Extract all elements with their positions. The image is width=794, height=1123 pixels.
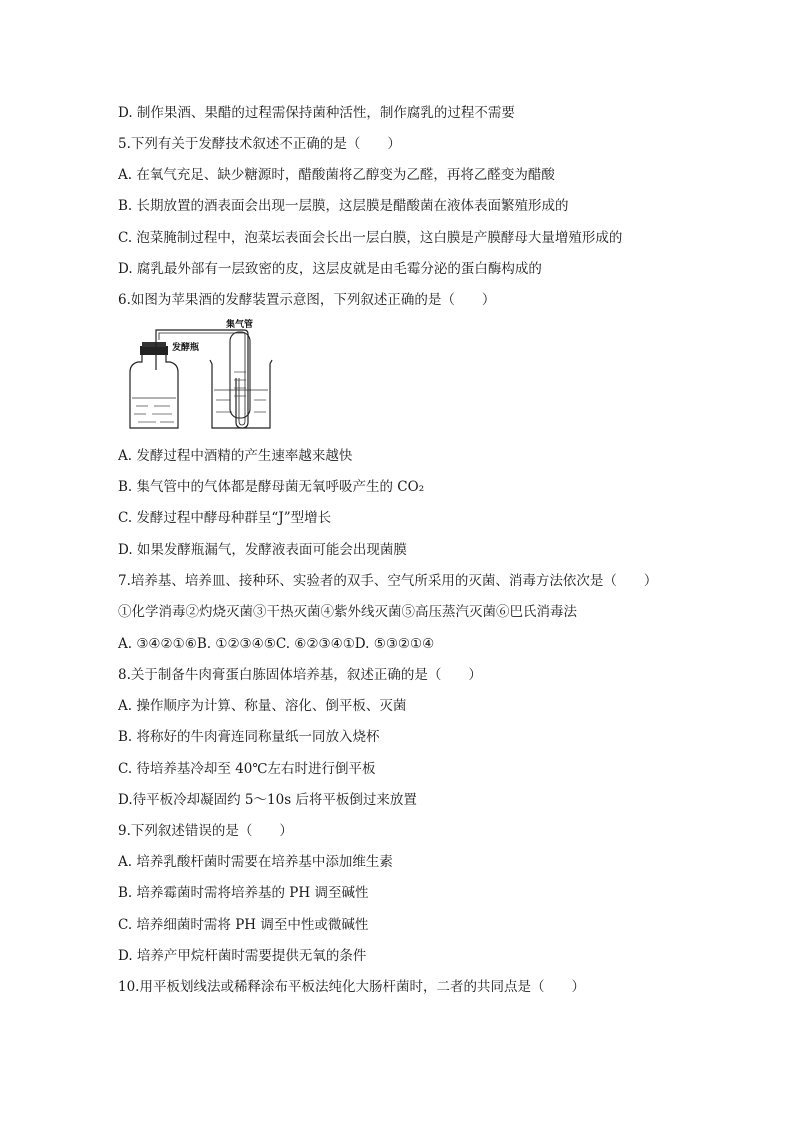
bottle-label: 发酵瓶 <box>172 343 200 353</box>
question-6-option-d: D. 如果发酵瓶漏气，发酵液表面可能会出现菌膜 <box>118 542 407 558</box>
question-6: 6.如图为苹果酒的发酵装置示意图，下列叙述正确的是（ ） <box>118 292 496 308</box>
question-9: 9.下列叙述错误的是（ ） <box>118 823 293 839</box>
question-7: 7.培养基、培养皿、接种环、实验者的双手、空气所采用的灭菌、消毒方法依次是（ ） <box>118 573 658 589</box>
question-5-option-c: C. 泡菜腌制过程中，泡菜坛表面会长出一层白膜，这白膜是产膜酵母大量增殖形成的 <box>118 230 623 246</box>
question-10: 10.用平板划线法或稀释涂布平板法纯化大肠杆菌时，二者的共同点是（ ） <box>118 979 585 995</box>
question-7-answers: A. ③④②①⑥B. ①②③④⑤C. ⑥②③④①D. ⑤③②①④ <box>118 636 435 652</box>
question-9-option-c: C. 培养细菌时需将 PH 调至中性或微碱性 <box>118 917 369 933</box>
question-5-option-a: A. 在氧气充足、缺少糖源时，醋酸菌将乙醇变为乙醛，再将乙醛变为醋酸 <box>118 167 555 183</box>
question-8-option-b: B. 将称好的牛肉膏连同称量纸一同放入烧杯 <box>118 729 380 745</box>
question-6-option-a: A. 发酵过程中酒精的产生速率越来越快 <box>118 448 353 464</box>
question-8-option-a: A. 操作顺序为计算、称量、溶化、倒平板、灭菌 <box>118 698 407 714</box>
fermentation-apparatus-figure <box>126 318 276 432</box>
question-6-option-b: B. 集气管中的气体都是酵母菌无氧呼吸产生的 CO₂ <box>118 479 425 495</box>
option-d-prev: D. 制作果酒、果醋的过程需保持菌种活性，制作腐乳的过程不需要 <box>118 105 515 121</box>
question-6-option-c: C. 发酵过程中酵母种群呈“J”型增长 <box>118 510 332 526</box>
question-5: 5.下列有关于发酵技术叙述不正确的是（ ） <box>118 136 401 152</box>
question-9-option-d: D. 培养产甲烷杆菌时需要提供无氧的条件 <box>118 948 367 964</box>
gas-tube-label: 集气管 <box>226 320 254 330</box>
question-5-option-d: D. 腐乳最外部有一层致密的皮，这层皮就是由毛霉分泌的蛋白酶构成的 <box>118 261 542 277</box>
question-8: 8.关于制备牛肉膏蛋白胨固体培养基，叙述正确的是（ ） <box>118 667 482 683</box>
question-5-option-b: B. 长期放置的酒表面会出现一层膜，这层膜是醋酸菌在液体表面繁殖形成的 <box>118 198 569 214</box>
question-8-option-c: C. 待培养基冷却至 40℃左右时进行倒平板 <box>118 761 376 777</box>
question-9-option-b: B. 培养霉菌时需将培养基的 PH 调至碱性 <box>118 885 369 901</box>
question-9-option-a: A. 培养乳酸杆菌时需要在培养基中添加维生素 <box>118 854 393 870</box>
question-7-methods: ①化学消毒②灼烧灭菌③干热灭菌④紫外线灭菌⑤高压蒸汽灭菌⑥巴氏消毒法 <box>118 604 577 620</box>
question-8-option-d: D.待平板冷却凝固约 5～10s 后将平板倒过来放置 <box>118 792 417 808</box>
